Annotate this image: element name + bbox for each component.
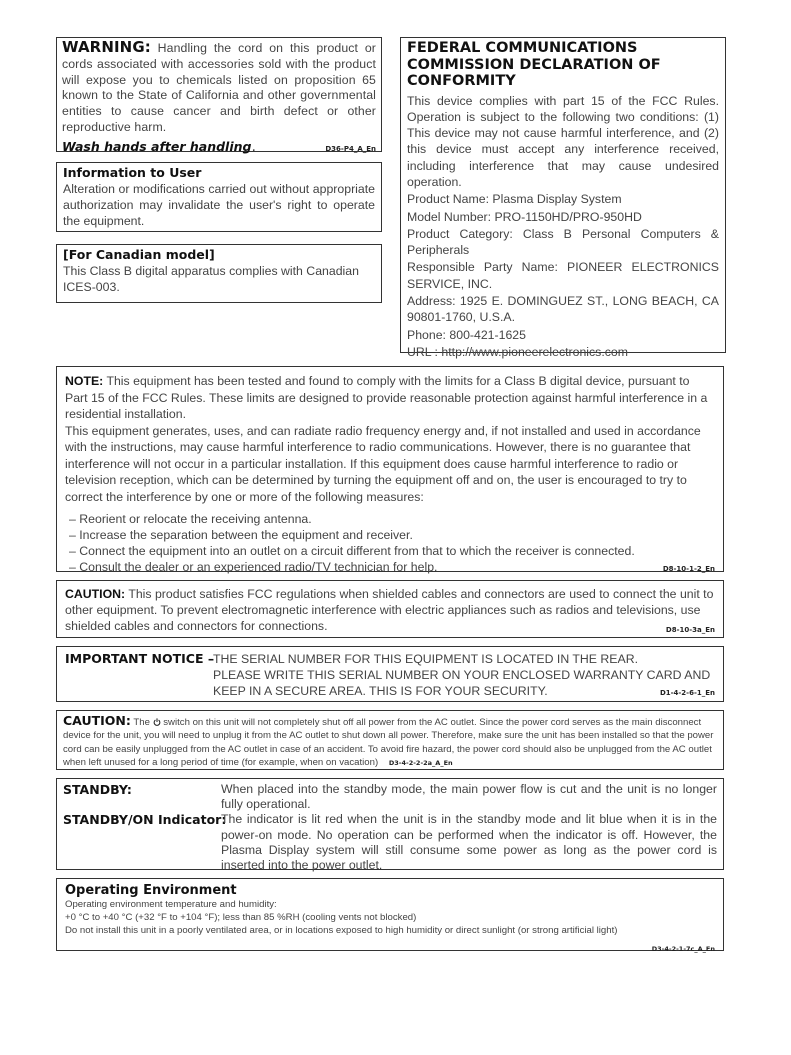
section-title: Operating Environment (65, 883, 237, 898)
document-code: D36-P4_A_En (325, 144, 376, 153)
warning-box (56, 37, 382, 155)
product-name: Product Name: Plasma Display System (407, 192, 622, 207)
document-code: D1-4-2-6-1_En (659, 689, 715, 697)
standby-indicator-label: STANDBY/ON Indicator: (63, 812, 227, 828)
address: Address: 1925 E. DOMINGUEZ ST., LONG BEACH, CA 90801-1760, U.S.A. (407, 294, 719, 325)
section-title: [For Canadian model] (63, 247, 215, 262)
fcc-declaration-box (400, 37, 726, 359)
caution-text: CAUTION: This product satisfies FCC regulations when shielded cables and connectors are used to connect the unit to other equipment. To prevent electromagnetic interference with electric appliances such as radios and televisions, use shielded cables and connectors for connections. D8-10-3a_En (65, 586, 715, 634)
standby-text: When placed into the standby mode, the main power flow is cut and the unit is no longer fully operational. (221, 782, 717, 812)
list-item: – Consult the dealer or an experienced radio/TV technician for help. D8-10-1-2_En (69, 559, 715, 577)
env-line-2: +0 °C to +40 °C (+32 °F to +104 °F); less than 85 %RH (cooling vents not blocked) (65, 912, 417, 923)
operating-environment-box (56, 878, 724, 951)
document-code: D3-4-2-2-2a_A_En (388, 758, 453, 767)
notice-label: IMPORTANT NOTICE – (65, 651, 215, 666)
list-item: – Increase the separation between the equipment and receiver. (69, 528, 413, 542)
power-icon (153, 718, 161, 726)
wash-hands-text: Wash hands after handling (62, 138, 252, 154)
url-link[interactable]: URL : http://www.pioneerelectronics.com (407, 344, 628, 359)
document-code: D3-4-2-1-7c_A_En (651, 945, 715, 953)
product-category: Product Category: Class B Personal Computers & Peripherals (407, 226, 719, 258)
caution-power-text: CAUTION: The switch on this unit will not completely shut off all power from the AC outlet. Since the power cord serves as the main disconnect device for the unit, you will need to unplug it from the AC outlet to shut down all power. Therefore, make sure the unit has been installed so that the power cord can be easily unplugged from the AC outlet in case of an accident. To avoid fire hazard, the power cord should also be unplugged from the AC outlet when left unused for a long period of time (for example, when on vacation) D3-4-2-2-2a_A_En (63, 713, 714, 768)
canadian-model-box (56, 244, 382, 303)
caution-heading: CAUTION: (65, 587, 126, 601)
warning-text: WARNING: Handling the cord on this product or cords associated with accessories sold with the product will expose you to chemicals listed on proposition 65 known to the State of California and other governmental entities to cause cancer and birth defect or other reproductive harm. (62, 38, 376, 134)
standby-indicator-text: The indicator is lit red when the unit is in the standby mode and lit blue when it is in the power-on mode. No operation can be performed when the indicator is off. However, the Plasma Display system will still consume some power as long as the power cord is inserted into the power outlet. (221, 812, 717, 873)
note-text: NOTE: This equipment has been tested and found to comply with the limits for a Class B digital device, pursuant to Part 15 of the FCC Rules. These limits are designed to provide reasonable protection against harmful interference in a residential installation. (65, 374, 708, 421)
warning-heading: WARNING: (62, 38, 151, 56)
wash-hands-row: Wash hands after handling. D36-P4_A_En (62, 137, 376, 155)
note-heading: NOTE: (65, 374, 104, 388)
important-notice-box (56, 646, 724, 702)
env-line-3: Do not install this unit in a poorly ventilated area, or in locations exposed to high humidity or direct sunlight (or strong artificial light) (65, 925, 618, 936)
section-text: Alteration or modifications carried out without appropriate authorization may invalidate the user's right to operate the equipment. (63, 182, 375, 228)
list-item: – Connect the equipment into an outlet on a circuit different from that to which the receiver is connected. (69, 544, 635, 558)
section-title: Information to User (63, 165, 202, 180)
list-item: – Reorient or relocate the receiving antenna. (69, 512, 312, 526)
responsible-party: Responsible Party Name: PIONEER ELECTRONICS SERVICE, INC. (407, 260, 719, 291)
document-code: D8-10-3a_En (665, 626, 715, 634)
fcc-note-box (56, 366, 724, 572)
section-title: FEDERAL COMMUNICATIONS COMMISSION DECLARATION OF CONFORMITY (407, 40, 661, 89)
section-text: This Class B digital apparatus complies with Canadian ICES-003. (63, 264, 359, 294)
env-line-1: Operating environment temperature and humidity: (65, 899, 277, 910)
standby-indicator-row (63, 812, 717, 873)
measures-list (65, 511, 715, 577)
information-to-user-box (56, 162, 382, 232)
note-text-2: This equipment generates, uses, and can radiate radio frequency energy and, if not installed and used in accordance with the instructions, may cause harmful interference to radio communications. However, there is no guarantee that interference will not occur in a particular installation. If this equipment does cause harmful interference to radio or television reception, which can be determined by turning the equipment off and on, the user is encouraged to try to correct the interference by one or more of the following measures: (65, 423, 701, 504)
standby-label: STANDBY: (63, 782, 132, 797)
document-code: D8-10-1-2_En (662, 565, 715, 573)
fcc-text: This device complies with part 15 of the FCC Rules. Operation is subject to the following two conditions: (1) This device may not cause harmful interference, and (2) this device must accept any interference received, including interference that may cause undesired operation. (407, 93, 719, 189)
caution-heading: CAUTION: (63, 713, 131, 728)
phone: Phone: 800-421-1625 (407, 327, 526, 342)
caution-fcc-box (56, 580, 724, 638)
model-number: Model Number: PRO-1150HD/PRO-950HD (407, 209, 642, 224)
standby-box (56, 778, 724, 873)
caution-power-box (56, 710, 724, 770)
standby-row (63, 782, 717, 812)
notice-text: THE SERIAL NUMBER FOR THIS EQUIPMENT IS LOCATED IN THE REAR. PLEASE WRITE THIS SERIAL NUMBER ON YOUR ENCLOSED WARRANTY CARD AND KEEP IN A SECURE AREA. THIS IS FOR YOUR SECURITY. D1-4-2-6-1_En (213, 651, 715, 697)
